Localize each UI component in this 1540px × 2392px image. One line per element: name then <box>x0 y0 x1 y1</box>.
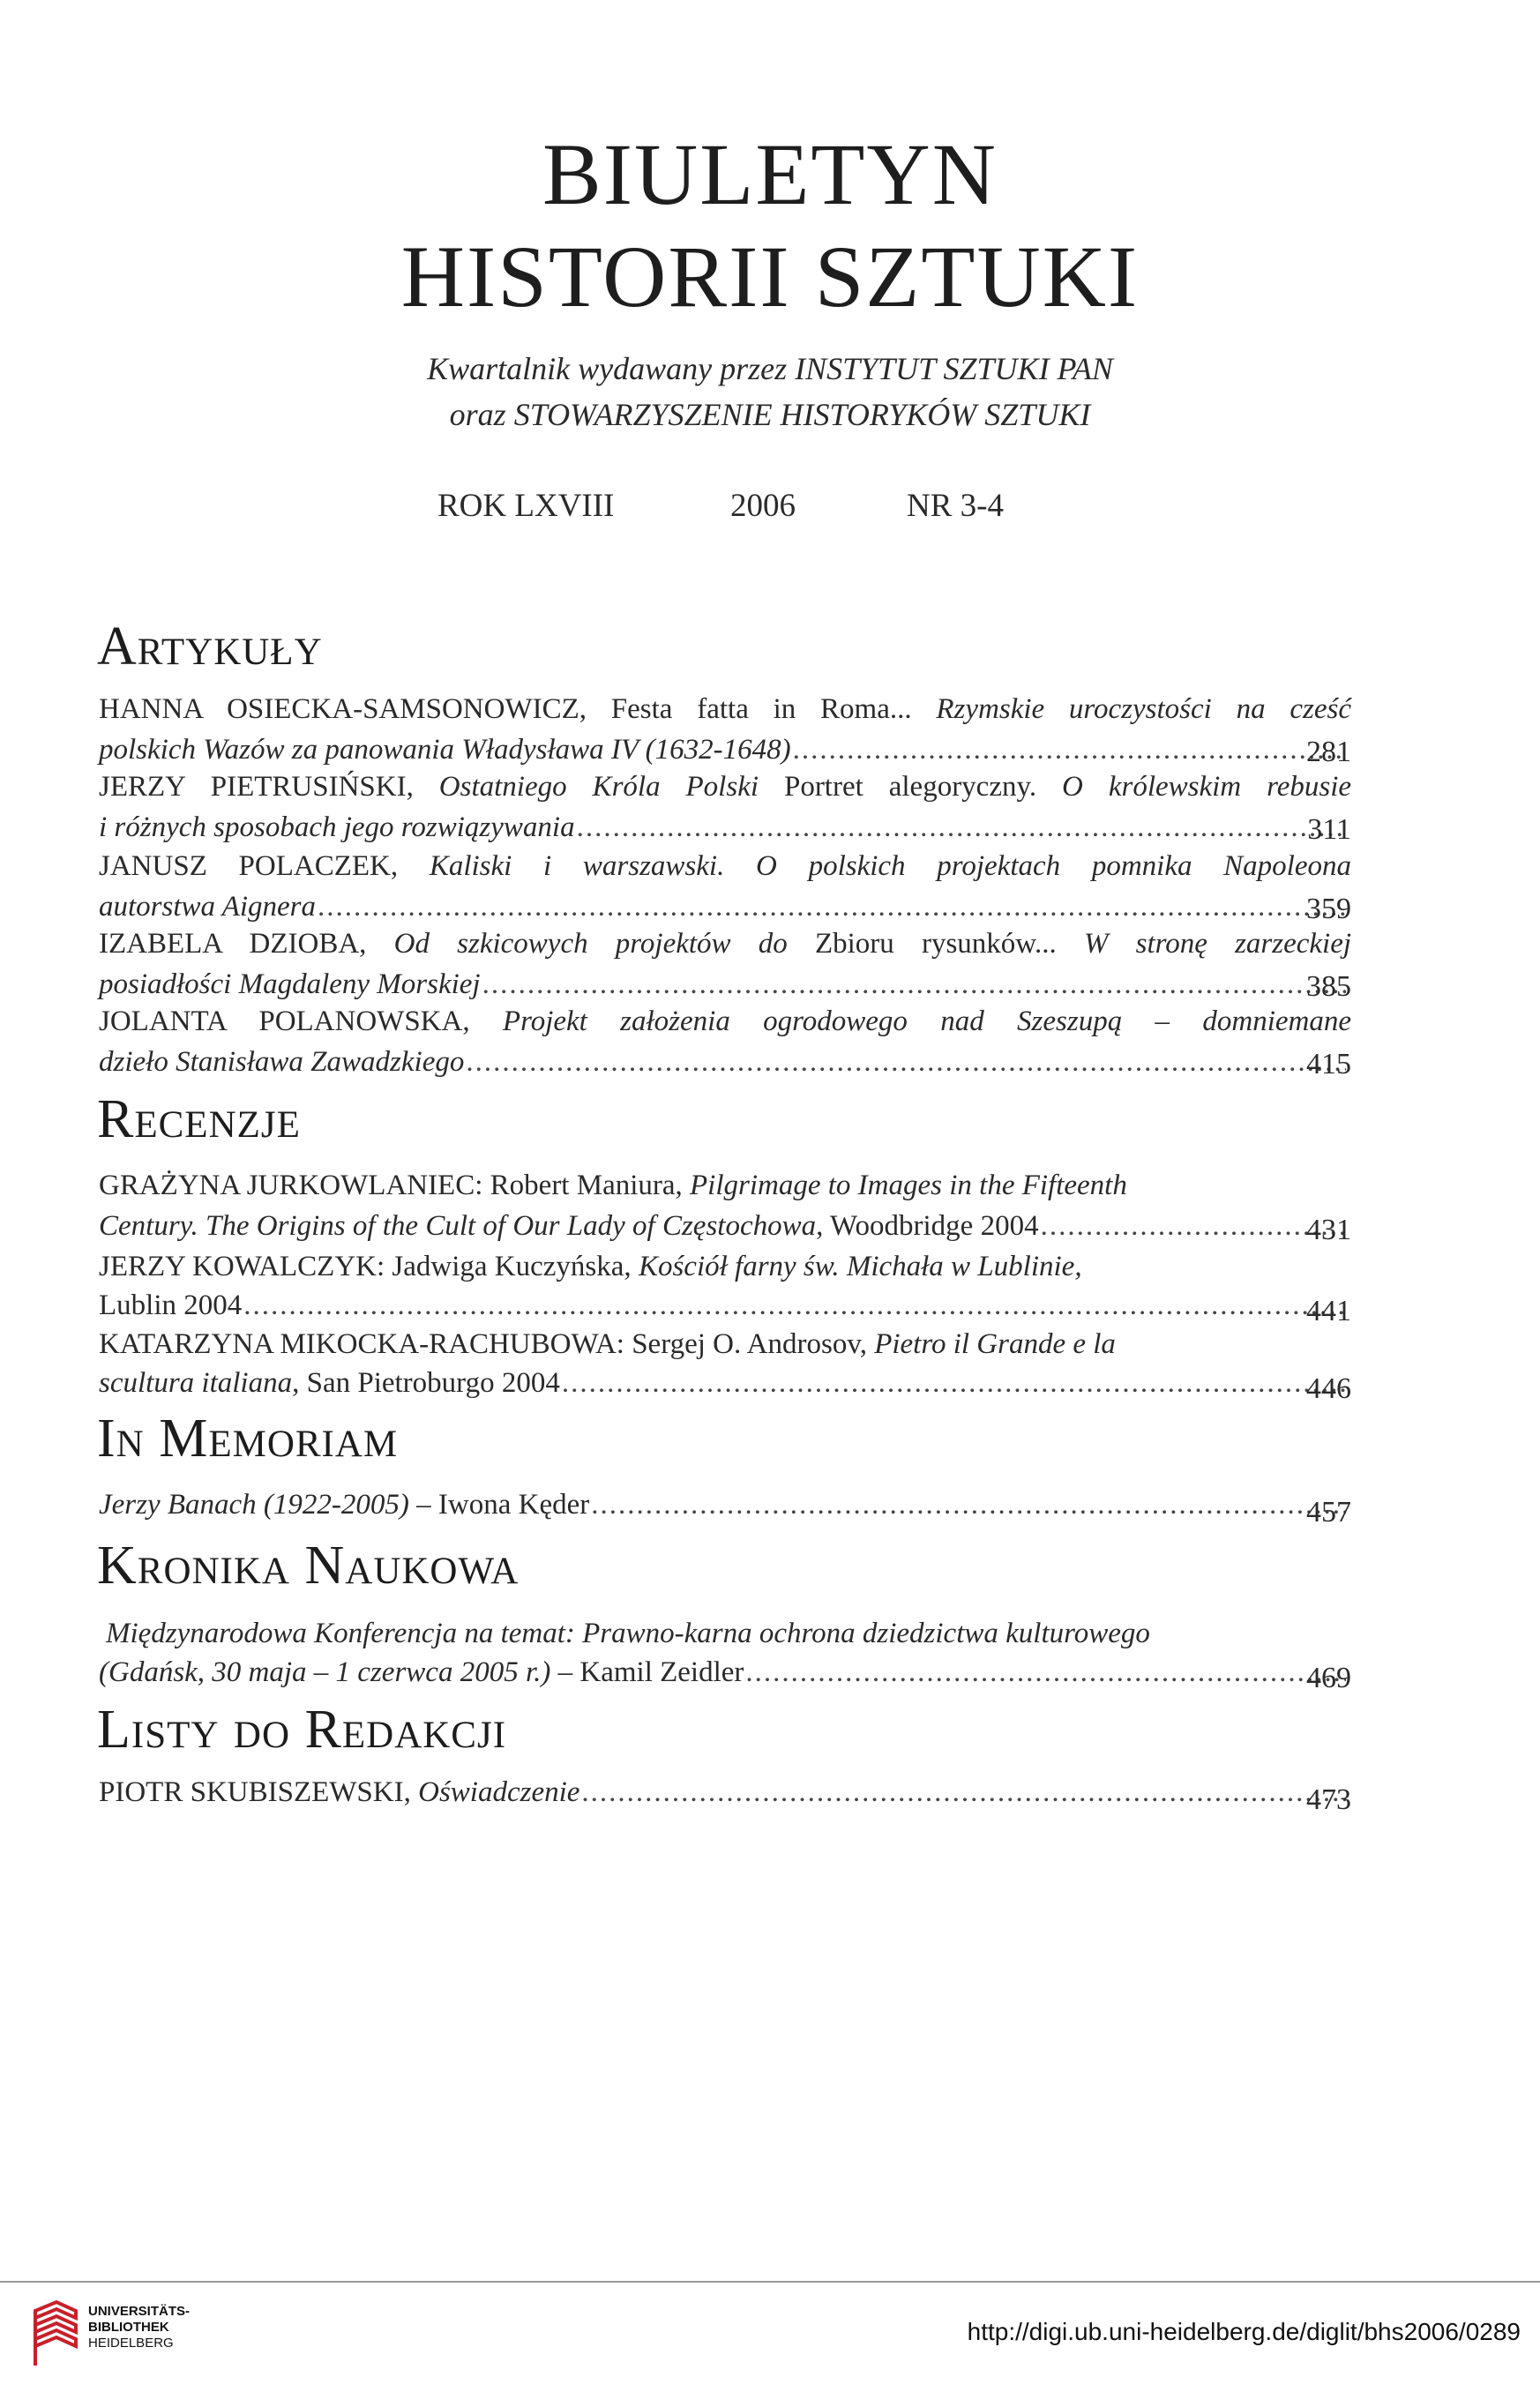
toc-entry-line <box>106 1619 1279 1648</box>
entry-title-italic: (Gdańsk, 30 maja – 1 czerwca 2005 r.) <box>99 1656 551 1688</box>
toc-entry-line <box>99 813 1351 842</box>
issue-number: NR 3-4 <box>907 488 1004 524</box>
toc-entry-line <box>99 891 1351 925</box>
entry-title: Sergej O. Androsov, <box>632 1328 867 1360</box>
entry-page-number: 415 <box>1306 1048 1351 1080</box>
toc-entry-line <box>99 1212 1351 1241</box>
toc-entry-line <box>99 970 1351 999</box>
entry-author: JANUSZ POLACZEK, <box>99 850 399 882</box>
entry-title-italic: Pietro il Grande e la <box>874 1328 1116 1360</box>
issue-volume: ROK LXVIII <box>437 488 615 524</box>
heidelberg-library-logo-icon <box>30 2299 81 2369</box>
entry-title-italic: O królewskim rebusie <box>1062 771 1352 803</box>
dot-leader <box>562 1369 1346 1398</box>
library-name-line-1: UNIVERSITÄTS- <box>88 2304 191 2319</box>
issue-info <box>0 487 1540 522</box>
entry-author: HANNA OSIECKA-SAMSONOWICZ, <box>99 693 587 725</box>
entry-title: Portret alegoryczny. <box>783 771 1037 803</box>
entry-title-italic: polskich Wazów za panowania Władysława IV (1632-1648) <box>99 734 791 766</box>
toc-entry-line <box>99 773 1351 802</box>
entry-title-italic: Międzynarodowa Konferencja na temat: Prawno-karna ochrona dziedzictwa kulturowego <box>106 1618 1150 1649</box>
section-heading-artykuly: Artykuły <box>97 617 323 676</box>
entry-page-number: 431 <box>1306 1214 1351 1246</box>
library-name-line-2: BIBLIOTHEK <box>88 2320 169 2335</box>
entry-title-italic: scultura italiana <box>99 1367 293 1399</box>
dot-leader <box>318 893 1346 922</box>
dot-leader <box>466 1048 1346 1077</box>
entry-author: JERZY PIETRUSIŃSKI, <box>99 771 414 803</box>
entry-page-number: 281 <box>1306 736 1351 768</box>
dot-leader <box>1041 1212 1346 1241</box>
entry-title: Jadwiga Kuczyńska, <box>392 1251 632 1282</box>
footer <box>0 2283 1540 2392</box>
dot-leader <box>591 1491 1346 1520</box>
entry-page-number: 446 <box>1306 1372 1351 1405</box>
toc-entry-line <box>99 1007 1351 1036</box>
section-heading-recenzje: Recenzje <box>97 1089 301 1149</box>
section-heading-listy-do-redakcji: Listy do Redakcji <box>97 1700 507 1760</box>
toc-entry-line <box>99 1658 1351 1687</box>
entry-title-italic: Kaliski i warszawski. O polskich projektach pomnika Napoleona <box>429 850 1351 882</box>
entry-author: JOLANTA POLANOWSKA, <box>99 1005 470 1037</box>
journal-subtitle-line-1: Kwartalnik wydawany przez INSTYTUT SZTUKI PAN <box>427 351 1113 386</box>
dot-leader <box>793 736 1346 765</box>
entry-author: GRAŻYNA JURKOWLANIEC: <box>99 1170 483 1201</box>
toc-entry-line <box>99 1048 1351 1077</box>
dot-leader <box>482 970 1346 999</box>
entry-title: , San Pietroburgo 2004 <box>292 1367 560 1399</box>
entry-title-italic: Ostatniego Króla Polski <box>438 771 759 803</box>
toc-entry-line <box>99 1369 1351 1398</box>
entry-title: – Iwona Kęder <box>408 1489 590 1521</box>
entry-title-italic: W stronę zarzeckiej <box>1083 928 1352 960</box>
entry-author: PIOTR SKUBISZEWSKI, <box>99 1776 411 1808</box>
entry-title-italic: Od szkicowych projektów do <box>393 928 788 960</box>
journal-title-line-1: BIULETYN <box>542 125 998 223</box>
entry-author: KATARZYNA MIKOCKA-RACHUBOWA: <box>99 1328 624 1360</box>
dot-leader <box>581 1778 1346 1807</box>
entry-title-italic: i różnych sposobach jego rozwiązywania <box>99 811 575 843</box>
entry-title: Lublin 2004 <box>99 1289 243 1321</box>
toc-entry-line <box>99 852 1351 881</box>
entry-author: IZABELA DZIOBA, <box>99 928 367 960</box>
source-url-link[interactable]: http://digi.ub.uni-heidelberg.de/diglit/bhs2006/0289 <box>967 2318 1521 2345</box>
entry-title-italic: dzieło Stanisława Zawadzkiego <box>99 1046 465 1078</box>
dot-leader <box>243 1291 1346 1320</box>
dot-leader <box>745 1658 1346 1687</box>
toc-entry-line <box>99 1252 1245 1282</box>
entry-title-italic: Kościół farny św. Michała w Lublinie, <box>638 1251 1082 1282</box>
entry-title: Festa fatta in Roma... <box>610 693 912 725</box>
entry-page-number: 359 <box>1306 893 1351 925</box>
entry-page-number: 311 <box>1307 813 1351 846</box>
entry-page-number: 473 <box>1306 1783 1351 1816</box>
entry-title-italic: autorstwa Aignera <box>99 891 317 923</box>
entry-title: Zbioru rysunków... <box>814 928 1057 960</box>
toc-entry-line <box>99 1778 1351 1807</box>
library-name <box>88 2304 190 2351</box>
entry-page-number: 385 <box>1306 970 1351 1003</box>
toc-entry-line <box>99 734 1351 768</box>
entry-title-italic: Jerzy Banach (1922-2005) <box>99 1489 409 1521</box>
issue-year: 2006 <box>730 488 796 524</box>
entry-title: – Kamil Zeidler <box>550 1656 744 1688</box>
toc-entry-line <box>99 1330 1245 1359</box>
entry-title-italic: Rzymskie uroczystości na cześć <box>936 693 1351 725</box>
library-name-line-3: HEIDELBERG <box>88 2336 174 2351</box>
entry-page-number: 441 <box>1306 1295 1351 1327</box>
toc-entry-line <box>99 930 1351 959</box>
toc-entry-line <box>99 695 1351 724</box>
journal-title-line-2: HISTORII SZTUKI <box>400 228 1140 325</box>
entry-title: Robert Maniura, <box>490 1170 683 1201</box>
entry-page-number: 457 <box>1306 1496 1351 1529</box>
dot-leader <box>577 813 1346 842</box>
entry-title-italic: posiadłości Magdaleny Morskiej <box>99 968 481 1000</box>
toc-entry-line <box>99 1171 1245 1200</box>
section-heading-in-memoriam: In Memoriam <box>97 1409 399 1469</box>
entry-title: , Woodbridge 2004 <box>816 1210 1039 1242</box>
entry-title-italic: Century. The Origins of the Cult of Our Lady of Częstochowa <box>99 1210 817 1242</box>
toc-entry-line <box>99 1491 1351 1520</box>
toc-entry-line <box>99 1291 1351 1320</box>
entry-title-italic: Pilgrimage to Images in the Fifteenth <box>690 1170 1127 1201</box>
journal-subtitle-line-2: oraz STOWARZYSZENIE HISTORYKÓW SZTUKI <box>449 397 1091 432</box>
entry-author: JERZY KOWALCZYK: <box>99 1251 385 1282</box>
entry-page-number: 469 <box>1306 1662 1351 1694</box>
entry-title-italic: Oświadczenie <box>418 1776 580 1808</box>
section-heading-kronika-naukowa: Kronika Naukowa <box>97 1536 520 1596</box>
entry-title-italic: Projekt założenia ogrodowego nad Szeszupą – domniemane <box>502 1005 1351 1037</box>
